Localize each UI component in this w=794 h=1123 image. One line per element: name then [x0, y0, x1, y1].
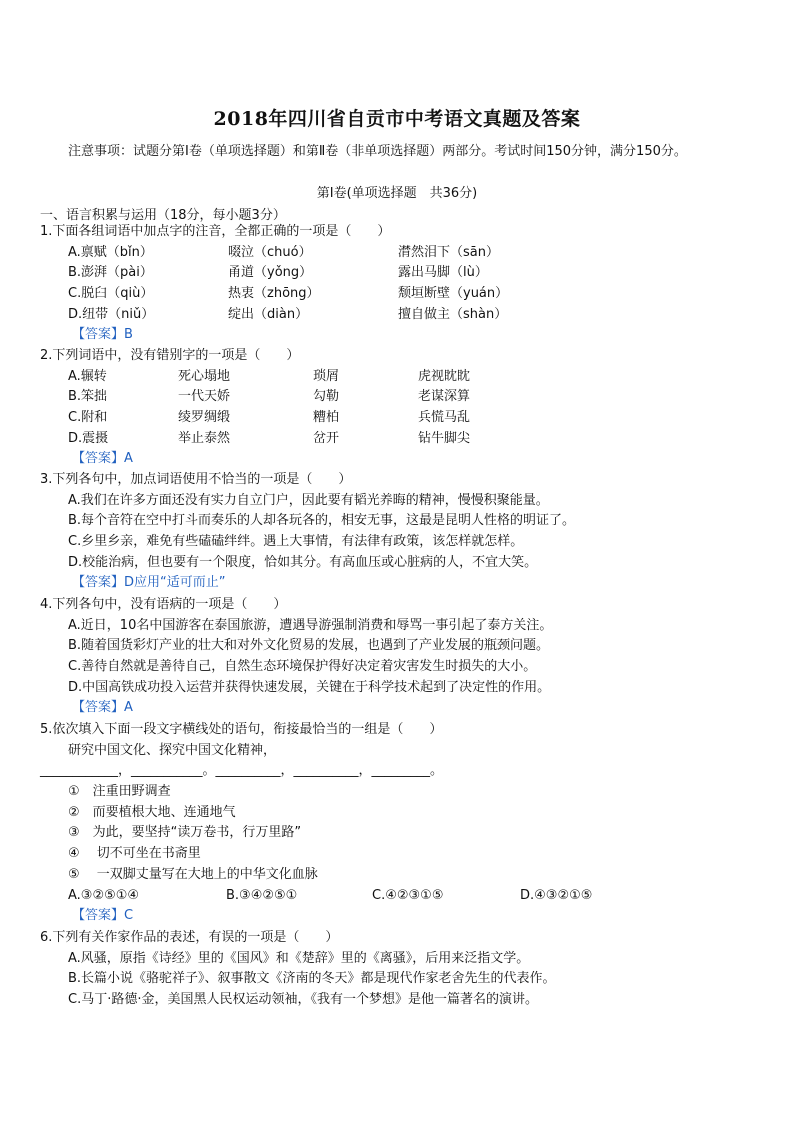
option-cell: 老谋深算	[418, 389, 471, 405]
option-line: B.长篇小说《骆驼祥子》、叙事散文《济南的冬天》都是现代作家老舍先生的代表作。	[68, 971, 556, 987]
option-line: C.善待自然就是善待自己，自然生态环境保护得好决定着灾害发生时损失的大小。	[68, 659, 537, 675]
answer-value: A	[124, 700, 133, 716]
option-row	[40, 305, 760, 326]
option-cell: 潸然泪下（sān）	[398, 244, 499, 260]
sentence-item: ④ 切不可坐在书斋里	[68, 846, 201, 862]
option-cell: 死心塌地	[178, 368, 231, 384]
page-title: 2018年四川省自贡市中考语文真题及答案	[213, 108, 581, 130]
option-cell: 热衷（zhōng）	[228, 286, 320, 302]
answer-line	[40, 573, 760, 594]
section-title: 第Ⅰ卷(单项选择题 共36分)	[316, 186, 478, 201]
answer-tag: 【答案】	[72, 575, 125, 591]
answer-line	[40, 449, 760, 470]
question-6	[40, 928, 760, 1011]
sentence-item: ② 而要植根大地、连通地气	[68, 804, 236, 820]
passage-sentence: 研究中国文化、探究中国文化精神，	[68, 742, 277, 758]
fill-blanks: ____________，___________。__________，__________，_________。	[40, 763, 443, 779]
question-4	[40, 595, 760, 719]
option-cell: 勾勒	[313, 389, 340, 405]
option-line: B.随着国货彩灯产业的壮大和对外文化贸易的发展，也遇到了产业发展的瓶颈问题。	[68, 638, 550, 654]
question-stem: 5.依次填入下面一段文字横线处的语句，衔接最恰当的一组是（ ）	[40, 722, 443, 737]
option-cell: A.禀赋（bǐn）	[68, 244, 153, 260]
option-line: C.乡里乡亲，难免有些磕磕绊绊。遇上大事情，有法律有政策，该怎样就怎样。	[68, 534, 524, 550]
answer-tag: 【答案】	[72, 700, 125, 716]
option-cell: 甬道（yǒng）	[228, 265, 313, 281]
option-line: D.中国高铁成功投入运营并获得快速发展，关键在于科学技术起到了决定性的作用。	[68, 679, 551, 695]
option-row	[40, 429, 760, 450]
option-line: B.每个音符在空中打斗而奏乐的人却各玩各的，相安无事，这最是昆明人性格的明证了。	[68, 513, 576, 529]
option-line: A.风骚，原指《诗经》里的《国风》和《楚辞》里的《离骚》，后用来泛指文学。	[68, 950, 530, 966]
sentence-item: ③ 为此，要坚持“读万卷书，行万里路”	[68, 825, 302, 841]
option-line: A.我们在许多方面还没有实力自立门户，因此要有韬光养晦的精神，慢慢积聚能量。	[68, 492, 549, 508]
option-cell: A.③②⑤①④	[68, 887, 140, 903]
option-cell: C.④②③①⑤	[372, 887, 444, 903]
option-cell: B.笨拙	[68, 389, 108, 405]
option-cell: D.④③②①⑤	[520, 887, 593, 903]
option-row	[40, 408, 760, 429]
answer-line	[40, 906, 760, 927]
option-row	[40, 886, 760, 907]
option-row	[40, 263, 760, 284]
question-2	[40, 346, 760, 470]
option-cell: 颓垣断壁（yuán）	[398, 286, 509, 302]
option-cell: B.澎湃（pài）	[68, 265, 153, 281]
exam-notice: 注意事项：试题分第Ⅰ卷（单项选择题）和第Ⅱ卷（非单项选择题）两部分。考试时间150分钟，满分150分。	[68, 144, 687, 159]
option-cell: 举止泰然	[178, 430, 231, 446]
option-line: A.近日，10名中国游客在泰国旅游，遭遇导游强制消费和辱骂一事引起了泰方关注。	[68, 617, 553, 633]
question-5	[40, 720, 760, 927]
option-cell: 岔开	[313, 430, 340, 446]
answer-tag: 【答案】	[72, 327, 125, 343]
question-stem: 3.下列各句中，加点词语使用不恰当的一项是（ ）	[40, 472, 352, 487]
answer-value: C	[124, 908, 134, 924]
answer-value: D应用“适可而止”	[124, 575, 226, 591]
answer-tag: 【答案】	[72, 908, 125, 924]
option-cell: 擅自做主（shàn）	[398, 306, 508, 322]
option-cell: D.纽带（niǔ）	[68, 306, 155, 322]
answer-line	[40, 325, 760, 346]
option-cell: A.辗转	[68, 368, 107, 384]
question-stem: 1.下面各组词语中加点字的注音，全都正确的一项是（ ）	[40, 224, 391, 239]
option-cell: 钻牛脚尖	[418, 430, 471, 446]
option-cell: 兵慌马乱	[418, 410, 471, 426]
question-3	[40, 470, 760, 594]
option-row	[40, 367, 760, 388]
question-1	[40, 222, 760, 346]
option-cell: 啜泣（chuó）	[228, 244, 312, 260]
option-cell: C.附和	[68, 410, 108, 426]
answer-tag: 【答案】	[72, 451, 125, 467]
option-cell: 绽出（diàn）	[228, 306, 309, 322]
option-cell: 露出马脚（lù）	[398, 265, 488, 281]
option-cell: D.震摄	[68, 430, 109, 446]
option-cell: 琐屑	[313, 368, 340, 384]
option-cell: C.脱臼（qiù）	[68, 286, 154, 302]
option-row	[40, 243, 760, 264]
answer-value: B	[124, 327, 133, 343]
answer-line	[40, 698, 760, 719]
option-cell: 糟柏	[313, 410, 340, 426]
option-line: D.校能治病，但也要有一个限度，恰如其分。有高血压或心脏病的人，不宜大笑。	[68, 554, 538, 570]
option-cell: 一代天娇	[178, 389, 231, 405]
option-line: C.马丁·路德·金，美国黑人民权运动领袖，《我有一个梦想》是他一篇著名的演讲。	[68, 992, 538, 1008]
option-cell: B.③④②⑤①	[226, 887, 298, 903]
question-stem: 2.下列词语中，没有错别字的一项是（ ）	[40, 348, 300, 363]
sentence-item: ① 注重田野调查	[68, 784, 171, 800]
answer-value: A	[124, 451, 133, 467]
part-title: 一、语言积累与运用（18分，每小题3分）	[40, 208, 286, 223]
option-cell: 绫罗绸缎	[178, 410, 231, 426]
sentence-item: ⑤ 一双脚丈量写在大地上的中华文化血脉	[68, 866, 318, 882]
question-stem: 6.下列有关作家作品的表述，有误的一项是（ ）	[40, 930, 339, 945]
option-row	[40, 284, 760, 305]
option-cell: 虎视眈眈	[418, 368, 471, 384]
option-row	[40, 387, 760, 408]
question-stem: 4.下列各句中，没有语病的一项是（ ）	[40, 597, 287, 612]
